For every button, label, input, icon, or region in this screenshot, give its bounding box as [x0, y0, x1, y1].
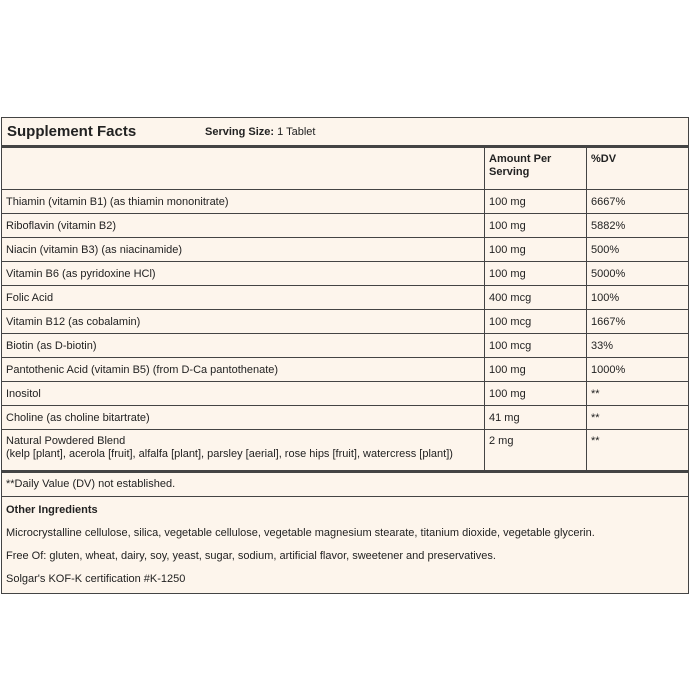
nutrient-dv: 33% [587, 334, 689, 358]
panel-header [2, 118, 688, 147]
nutrient-name: Choline (as choline bitartrate) [2, 406, 485, 430]
nutrient-amount: 100 mcg [485, 310, 587, 334]
daily-value-footnote: **Daily Value (DV) not established. [2, 471, 688, 497]
nutrient-amount: 100 mg [485, 238, 587, 262]
table-row [2, 430, 688, 471]
column-header-dv: %DV [587, 148, 689, 190]
nutrient-amount: 100 mg [485, 358, 587, 382]
nutrient-name [2, 430, 485, 471]
ingredients-text: Microcrystalline cellulose, silica, vegetable cellulose, vegetable magnesium stearate, titanium dioxide, vegetable glycerin. [6, 527, 595, 539]
blend-name: Natural Powdered Blend [6, 435, 126, 447]
blend-detail: (kelp [plant], acerola [fruit], alfalfa [plant], parsley [aerial], rose hips [fruit], watercress [plant]) [6, 448, 453, 460]
nutrient-amount: 100 mg [485, 214, 587, 238]
nutrient-name: Vitamin B12 (as cobalamin) [2, 310, 485, 334]
nutrient-dv: 1667% [587, 310, 689, 334]
serving-size [205, 126, 315, 138]
free-of-text: Free Of: gluten, wheat, dairy, soy, yeast, sugar, sodium, artificial flavor, sweetener and preservatives. [6, 550, 496, 562]
nutrient-dv: 100% [587, 286, 689, 310]
nutrient-dv: ** [587, 430, 689, 471]
nutrient-name: Folic Acid [2, 286, 485, 310]
nutrient-name: Thiamin (vitamin B1) (as thiamin mononitrate) [2, 190, 485, 214]
nutrient-dv: 500% [587, 238, 689, 262]
table-row [2, 406, 688, 430]
serving-size-label: Serving Size: [205, 126, 275, 138]
table-row [2, 310, 688, 334]
nutrient-dv: 5882% [587, 214, 689, 238]
nutrient-name: Vitamin B6 (as pyridoxine HCl) [2, 262, 485, 286]
table-row [2, 262, 688, 286]
nutrient-name: Pantothenic Acid (vitamin B5) (from D-Ca pantothenate) [2, 358, 485, 382]
nutrient-name: Riboflavin (vitamin B2) [2, 214, 485, 238]
nutrient-amount: 100 mg [485, 190, 587, 214]
nutrient-amount: 400 mcg [485, 286, 587, 310]
nutrient-amount: 100 mg [485, 382, 587, 406]
nutrient-name: Biotin (as D-biotin) [2, 334, 485, 358]
table-row [2, 286, 688, 310]
panel-title: Supplement Facts [7, 123, 137, 140]
nutrient-dv: ** [587, 406, 689, 430]
nutrient-amount: 100 mcg [485, 334, 587, 358]
table-row [2, 358, 688, 382]
nutrient-name: Inositol [2, 382, 485, 406]
nutrient-dv: ** [587, 382, 689, 406]
nutrient-name: Niacin (vitamin B3) (as niacinamide) [2, 238, 485, 262]
serving-size-value: 1 Tablet [277, 126, 316, 138]
nutrient-amount: 100 mg [485, 262, 587, 286]
supplement-facts-panel [1, 117, 689, 594]
table-row [2, 382, 688, 406]
column-header-name [2, 148, 485, 190]
nutrient-dv: 5000% [587, 262, 689, 286]
nutrient-dv: 1000% [587, 358, 689, 382]
nutrient-dv: 6667% [587, 190, 689, 214]
other-ingredients-heading: Other Ingredients [6, 504, 98, 516]
table-row [2, 334, 688, 358]
table-header-row [2, 148, 688, 190]
table-row [2, 190, 688, 214]
nutrient-amount: 2 mg [485, 430, 587, 471]
table-row [2, 238, 688, 262]
certification-text: Solgar's KOF-K certification #K-1250 [6, 573, 186, 585]
nutrient-table [2, 147, 688, 471]
column-header-amount: Amount Per Serving [485, 148, 587, 190]
table-row [2, 214, 688, 238]
other-ingredients-section [2, 497, 688, 593]
nutrient-amount: 41 mg [485, 406, 587, 430]
